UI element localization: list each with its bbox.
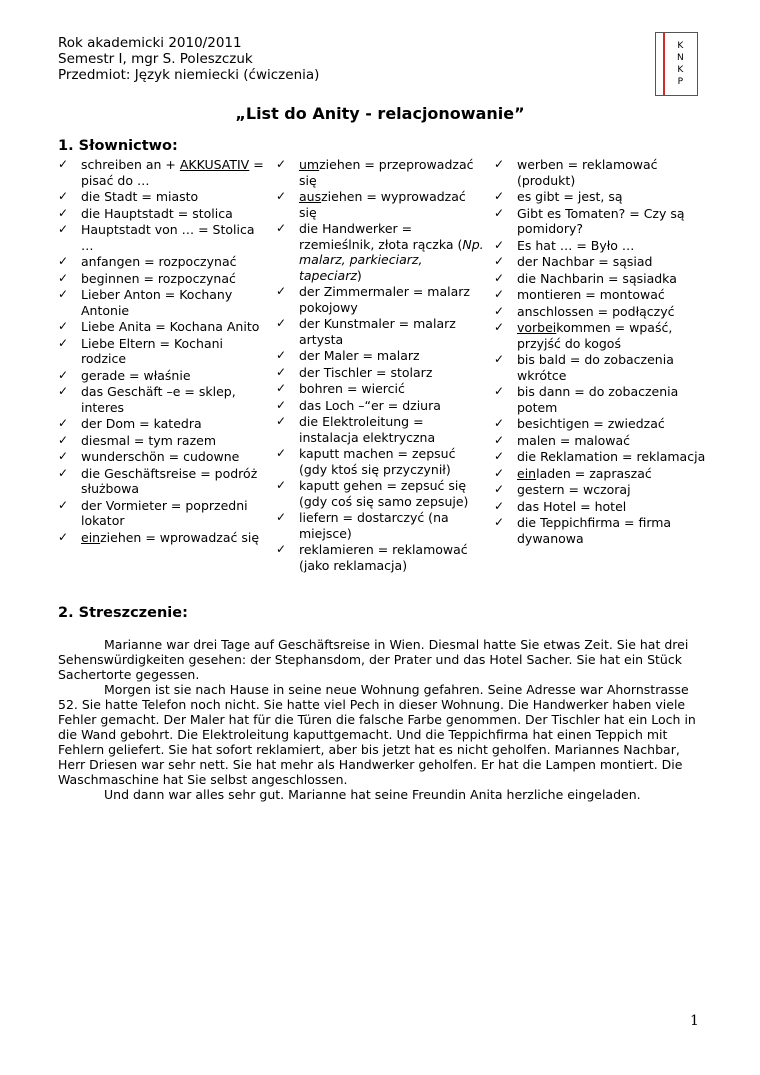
vocab-item bbox=[58, 416, 270, 432]
vocab-item bbox=[58, 336, 270, 367]
check-icon: ✓ bbox=[276, 316, 287, 330]
vocab-text: beginnen = rozpoczynać bbox=[81, 270, 236, 286]
check-icon: ✓ bbox=[58, 497, 69, 512]
vocab-item bbox=[58, 384, 270, 415]
vocab-item bbox=[58, 433, 270, 449]
check-icon: ✓ bbox=[58, 449, 69, 463]
vocab-text: der Kunstmaler = malarz artysta bbox=[299, 316, 456, 347]
check-icon: ✓ bbox=[58, 270, 69, 285]
vocab-item bbox=[494, 157, 708, 188]
vocab-text: kaputt gehen = zepsuć się (gdy coś się samo zepsuje) bbox=[299, 478, 469, 509]
vocab-item bbox=[58, 498, 270, 529]
check-icon: ✓ bbox=[276, 284, 287, 298]
check-icon: ✓ bbox=[276, 348, 287, 362]
vocab-item bbox=[276, 316, 486, 347]
vocab-text: ein bbox=[81, 529, 101, 545]
vocab-item bbox=[276, 365, 486, 381]
vocab-item bbox=[58, 368, 270, 384]
vocab-text: bis dann = do zobaczenia potem bbox=[517, 384, 679, 415]
vocab-item bbox=[494, 352, 708, 383]
vocab-text: Liebe Anita = Kochana Anito bbox=[81, 319, 260, 334]
vocab-item bbox=[276, 189, 486, 220]
vocab-text: vorbei bbox=[517, 320, 557, 335]
vocab-item bbox=[494, 320, 708, 351]
vocab-item bbox=[494, 433, 708, 449]
check-icon: ✓ bbox=[494, 270, 505, 285]
vocab-text: ziehen = wprowadzać się bbox=[100, 529, 260, 545]
vocab-item bbox=[494, 384, 708, 415]
vocab-text: malen = malować bbox=[517, 432, 631, 448]
vocab-text: der Dom = katedra bbox=[81, 416, 202, 431]
vocab-text: es gibt = jest, są bbox=[517, 189, 623, 204]
check-icon: ✓ bbox=[58, 432, 69, 447]
vocab-item bbox=[494, 304, 708, 320]
vocab-text: gestern = wczoraj bbox=[517, 482, 631, 497]
logo-letter: K bbox=[677, 41, 684, 51]
summary-paragraph: Marianne war drei Tage auf Geschäftsreise in Wien. Diesmal hatte Sie etwas Zeit. Sie hat drei Sehenswürdigkeiten gesehen: der Stephansdom, der Prater und das Hotel Sacher. Sie hat ein Stück Sachertorte gegessen. bbox=[58, 637, 689, 682]
vocab-item bbox=[494, 287, 708, 303]
check-icon: ✓ bbox=[58, 384, 69, 398]
check-icon: ✓ bbox=[276, 189, 287, 203]
check-icon: ✓ bbox=[494, 416, 505, 430]
check-icon: ✓ bbox=[494, 449, 505, 463]
check-icon: ✓ bbox=[276, 478, 287, 492]
vocab-text: bis bald = do zobaczenia wkrótce bbox=[517, 352, 674, 383]
vocab-item bbox=[276, 348, 486, 364]
vocab-item bbox=[276, 221, 486, 283]
check-icon: ✓ bbox=[58, 335, 69, 350]
vocab-text: ziehen = wyprowadzać się bbox=[299, 189, 466, 220]
vocab-text: die Elektroleitung = instalacja elektryczna bbox=[299, 414, 436, 445]
check-icon: ✓ bbox=[494, 254, 505, 268]
vocab-text: das Geschäft –e = sklep, interes bbox=[81, 384, 236, 415]
vocab-text: diesmal = tym razem bbox=[81, 432, 217, 448]
vocab-text: die Hauptstadt = stolica bbox=[81, 205, 233, 221]
vocab-text: wunderschön = cudowne bbox=[81, 449, 240, 464]
vocab-item bbox=[58, 466, 270, 497]
vocab-item bbox=[58, 530, 270, 546]
vocab-column-1 bbox=[58, 157, 270, 546]
check-icon: ✓ bbox=[58, 189, 69, 203]
vocab-text: das Hotel = hotel bbox=[517, 498, 627, 514]
vocab-text: reklamieren = reklamować (jako reklamacja) bbox=[299, 542, 468, 573]
vocab-column-3 bbox=[494, 157, 708, 547]
vocab-item bbox=[494, 449, 708, 465]
vocab-text: anfangen = rozpoczynać bbox=[81, 254, 237, 269]
check-icon: ✓ bbox=[494, 287, 505, 301]
vocab-item bbox=[494, 466, 708, 482]
vocab-item bbox=[494, 515, 708, 546]
vocab-text: der Nachbar = sąsiad bbox=[517, 254, 653, 269]
vocab-text: der Tischler = stolarz bbox=[299, 364, 433, 380]
check-icon: ✓ bbox=[58, 416, 69, 430]
vocab-text: ein bbox=[517, 465, 537, 481]
summary-paragraph: Und dann war alles sehr gut. Marianne hat seine Freundin Anita herzliche eingeladen. bbox=[104, 787, 641, 802]
check-icon: ✓ bbox=[494, 432, 505, 447]
vocab-text: Liebe Eltern = Kochani rodzice bbox=[81, 335, 224, 366]
vocab-text: die Handwerker = rzemieślnik, złota rączka ( bbox=[299, 221, 463, 252]
vocab-text: anschlossen = podłączyć bbox=[517, 303, 675, 319]
check-icon: ✓ bbox=[494, 482, 505, 496]
vocab-item bbox=[58, 189, 270, 205]
check-icon: ✓ bbox=[276, 446, 287, 460]
vocab-text: kaputt machen = zepsuć (gdy ktoś się przyczynił) bbox=[299, 446, 456, 477]
logo-letter: K bbox=[677, 65, 684, 75]
semester-teacher: Semestr I, mgr S. Poleszczuk bbox=[58, 51, 253, 67]
vocab-item bbox=[276, 157, 486, 188]
vocab-text: die Geschäftsreise = podróż służbowa bbox=[81, 465, 258, 496]
vocab-text: die Stadt = miasto bbox=[81, 189, 199, 204]
vocab-text: montieren = montować bbox=[517, 287, 665, 302]
vocab-text: Es hat … = Było … bbox=[517, 237, 635, 253]
check-icon: ✓ bbox=[494, 352, 505, 366]
vocab-item bbox=[58, 222, 270, 253]
vocab-text: die Reklamation = reklamacja bbox=[517, 449, 706, 464]
check-icon: ✓ bbox=[276, 364, 287, 379]
vocab-item bbox=[58, 449, 270, 465]
check-icon: ✓ bbox=[58, 205, 69, 220]
check-icon: ✓ bbox=[494, 189, 505, 203]
vocab-text: Gibt es Tomaten? = Czy są pomidory? bbox=[517, 205, 685, 236]
vocab-text: die Teppichfirma = firma dywanowa bbox=[517, 515, 672, 546]
vocab-item bbox=[276, 414, 486, 445]
vocab-item bbox=[494, 271, 708, 287]
vocab-text: die Nachbarin = sąsiadka bbox=[517, 270, 677, 286]
vocab-text: werben = reklamować (produkt) bbox=[517, 157, 658, 188]
check-icon: ✓ bbox=[276, 157, 287, 171]
check-icon: ✓ bbox=[276, 510, 287, 524]
vocab-text: das Loch –“er = dziura bbox=[299, 397, 441, 413]
vocab-text: bohren = wiercić bbox=[299, 381, 405, 396]
check-icon: ✓ bbox=[58, 465, 69, 480]
vocab-text: schreiben an + bbox=[81, 157, 180, 172]
check-icon: ✓ bbox=[494, 157, 505, 171]
check-icon: ✓ bbox=[494, 303, 505, 318]
vocab-text: Lieber Anton = Kochany Antonie bbox=[81, 287, 233, 318]
vocab-text: AKKUSATIV bbox=[179, 157, 250, 172]
vocab-item bbox=[276, 510, 486, 541]
vocab-text: besichtigen = zwiedzać bbox=[517, 416, 665, 431]
vocab-item bbox=[58, 254, 270, 270]
vocab-text: liefern = dostarczyć (na miejsce) bbox=[299, 510, 449, 541]
check-icon: ✓ bbox=[494, 320, 505, 334]
vocab-text: der Vormieter = poprzedni lokator bbox=[81, 497, 248, 528]
vocab-text: laden = zapraszać bbox=[536, 465, 652, 481]
vocab-text: ) bbox=[356, 267, 362, 283]
page-number: 1 bbox=[690, 1013, 699, 1029]
check-icon: ✓ bbox=[276, 381, 287, 395]
vocab-text: um bbox=[299, 157, 320, 172]
academic-year: Rok akademicki 2010/2011 bbox=[58, 35, 242, 51]
vocab-text: Hauptstadt von … = Stolica … bbox=[81, 222, 255, 253]
check-icon: ✓ bbox=[494, 515, 505, 529]
vocab-item bbox=[494, 416, 708, 432]
check-icon: ✓ bbox=[494, 465, 505, 480]
check-icon: ✓ bbox=[276, 414, 287, 428]
vocab-text: = pisać do … bbox=[81, 157, 264, 188]
check-icon: ✓ bbox=[276, 397, 287, 412]
check-icon: ✓ bbox=[494, 237, 505, 252]
check-icon: ✓ bbox=[58, 222, 69, 236]
vocab-text: der Zimmermaler = malarz pokojowy bbox=[299, 284, 470, 315]
check-icon: ✓ bbox=[58, 254, 69, 268]
logo-letter: P bbox=[677, 77, 684, 87]
check-icon: ✓ bbox=[494, 205, 505, 220]
section-heading-summary: 2. Streszczenie: bbox=[58, 605, 188, 621]
vocab-text: Np. malarz, parkieciarz, tapeciarz bbox=[299, 236, 484, 283]
check-icon: ✓ bbox=[494, 498, 505, 513]
summary-paragraph: Morgen ist sie nach Hause in seine neue Wohnung gefahren. Seine Adresse war Ahornstrasse 52. Sie hatte Telefon noch nicht. Sie hatte viel Pech in dieser Wohnung. Die Handwerker haben viele Fehler gemacht. Der Maler hat für die Türen die falsche Farbe genommen. Der Tischler hat ein Loch in die Wand gebohrt. Die Elektroleitung kaputtgemacht. Und die Teppichfirma hat einen Teppich mit Fehlern geliefert. Sie hat sofort reklamiert, aber bis jetzt hat es nicht geholfen. Mariannes Nachbar, Herr Driesen war sehr nett. Sie hat mehr als Handwerker geholfen. Er hat die Lampen montiert. Die Waschmaschine hat Sie selbst angeschlossen. bbox=[58, 682, 696, 787]
vocab-item bbox=[276, 398, 486, 414]
vocab-item bbox=[276, 542, 486, 573]
vocab-item bbox=[494, 482, 708, 498]
vocab-text: ziehen = przeprowadzać się bbox=[299, 157, 474, 188]
vocab-item bbox=[276, 446, 486, 477]
vocab-text: kommen = wpaść, przyjść do kogoś bbox=[517, 320, 673, 351]
document-title: „List do Anity - relacjonowanie” bbox=[235, 104, 525, 123]
check-icon: ✓ bbox=[276, 542, 287, 556]
knkp-logo bbox=[655, 32, 698, 96]
check-icon: ✓ bbox=[276, 221, 287, 235]
vocab-item bbox=[494, 189, 708, 205]
logo-red-bar bbox=[663, 33, 665, 95]
vocab-item bbox=[58, 206, 270, 222]
logo-letters bbox=[677, 40, 684, 88]
check-icon: ✓ bbox=[494, 384, 505, 398]
course-header bbox=[58, 35, 319, 83]
vocab-text: aus bbox=[299, 189, 322, 204]
subject: Przedmiot: Język niemiecki (ćwiczenia) bbox=[58, 67, 320, 83]
vocab-item bbox=[276, 284, 486, 315]
vocab-item bbox=[58, 271, 270, 287]
check-icon: ✓ bbox=[58, 529, 69, 544]
check-icon: ✓ bbox=[58, 319, 69, 333]
vocab-column-2 bbox=[276, 157, 486, 574]
vocab-item bbox=[494, 499, 708, 515]
vocab-item bbox=[58, 157, 270, 188]
vocab-item bbox=[276, 381, 486, 397]
vocab-text: der Maler = malarz bbox=[299, 348, 420, 363]
summary-text bbox=[58, 637, 703, 802]
vocab-item bbox=[58, 319, 270, 335]
vocab-item bbox=[494, 238, 708, 254]
check-icon: ✓ bbox=[58, 287, 69, 301]
vocab-text: gerade = właśnie bbox=[81, 367, 191, 383]
vocab-item bbox=[494, 206, 708, 237]
section-heading-vocabulary: 1. Słownictwo: bbox=[58, 138, 178, 154]
vocab-item bbox=[276, 478, 486, 509]
check-icon: ✓ bbox=[58, 367, 69, 382]
logo-letter: N bbox=[677, 53, 684, 63]
vocab-item bbox=[58, 287, 270, 318]
check-icon: ✓ bbox=[58, 157, 69, 171]
vocab-item bbox=[494, 254, 708, 270]
